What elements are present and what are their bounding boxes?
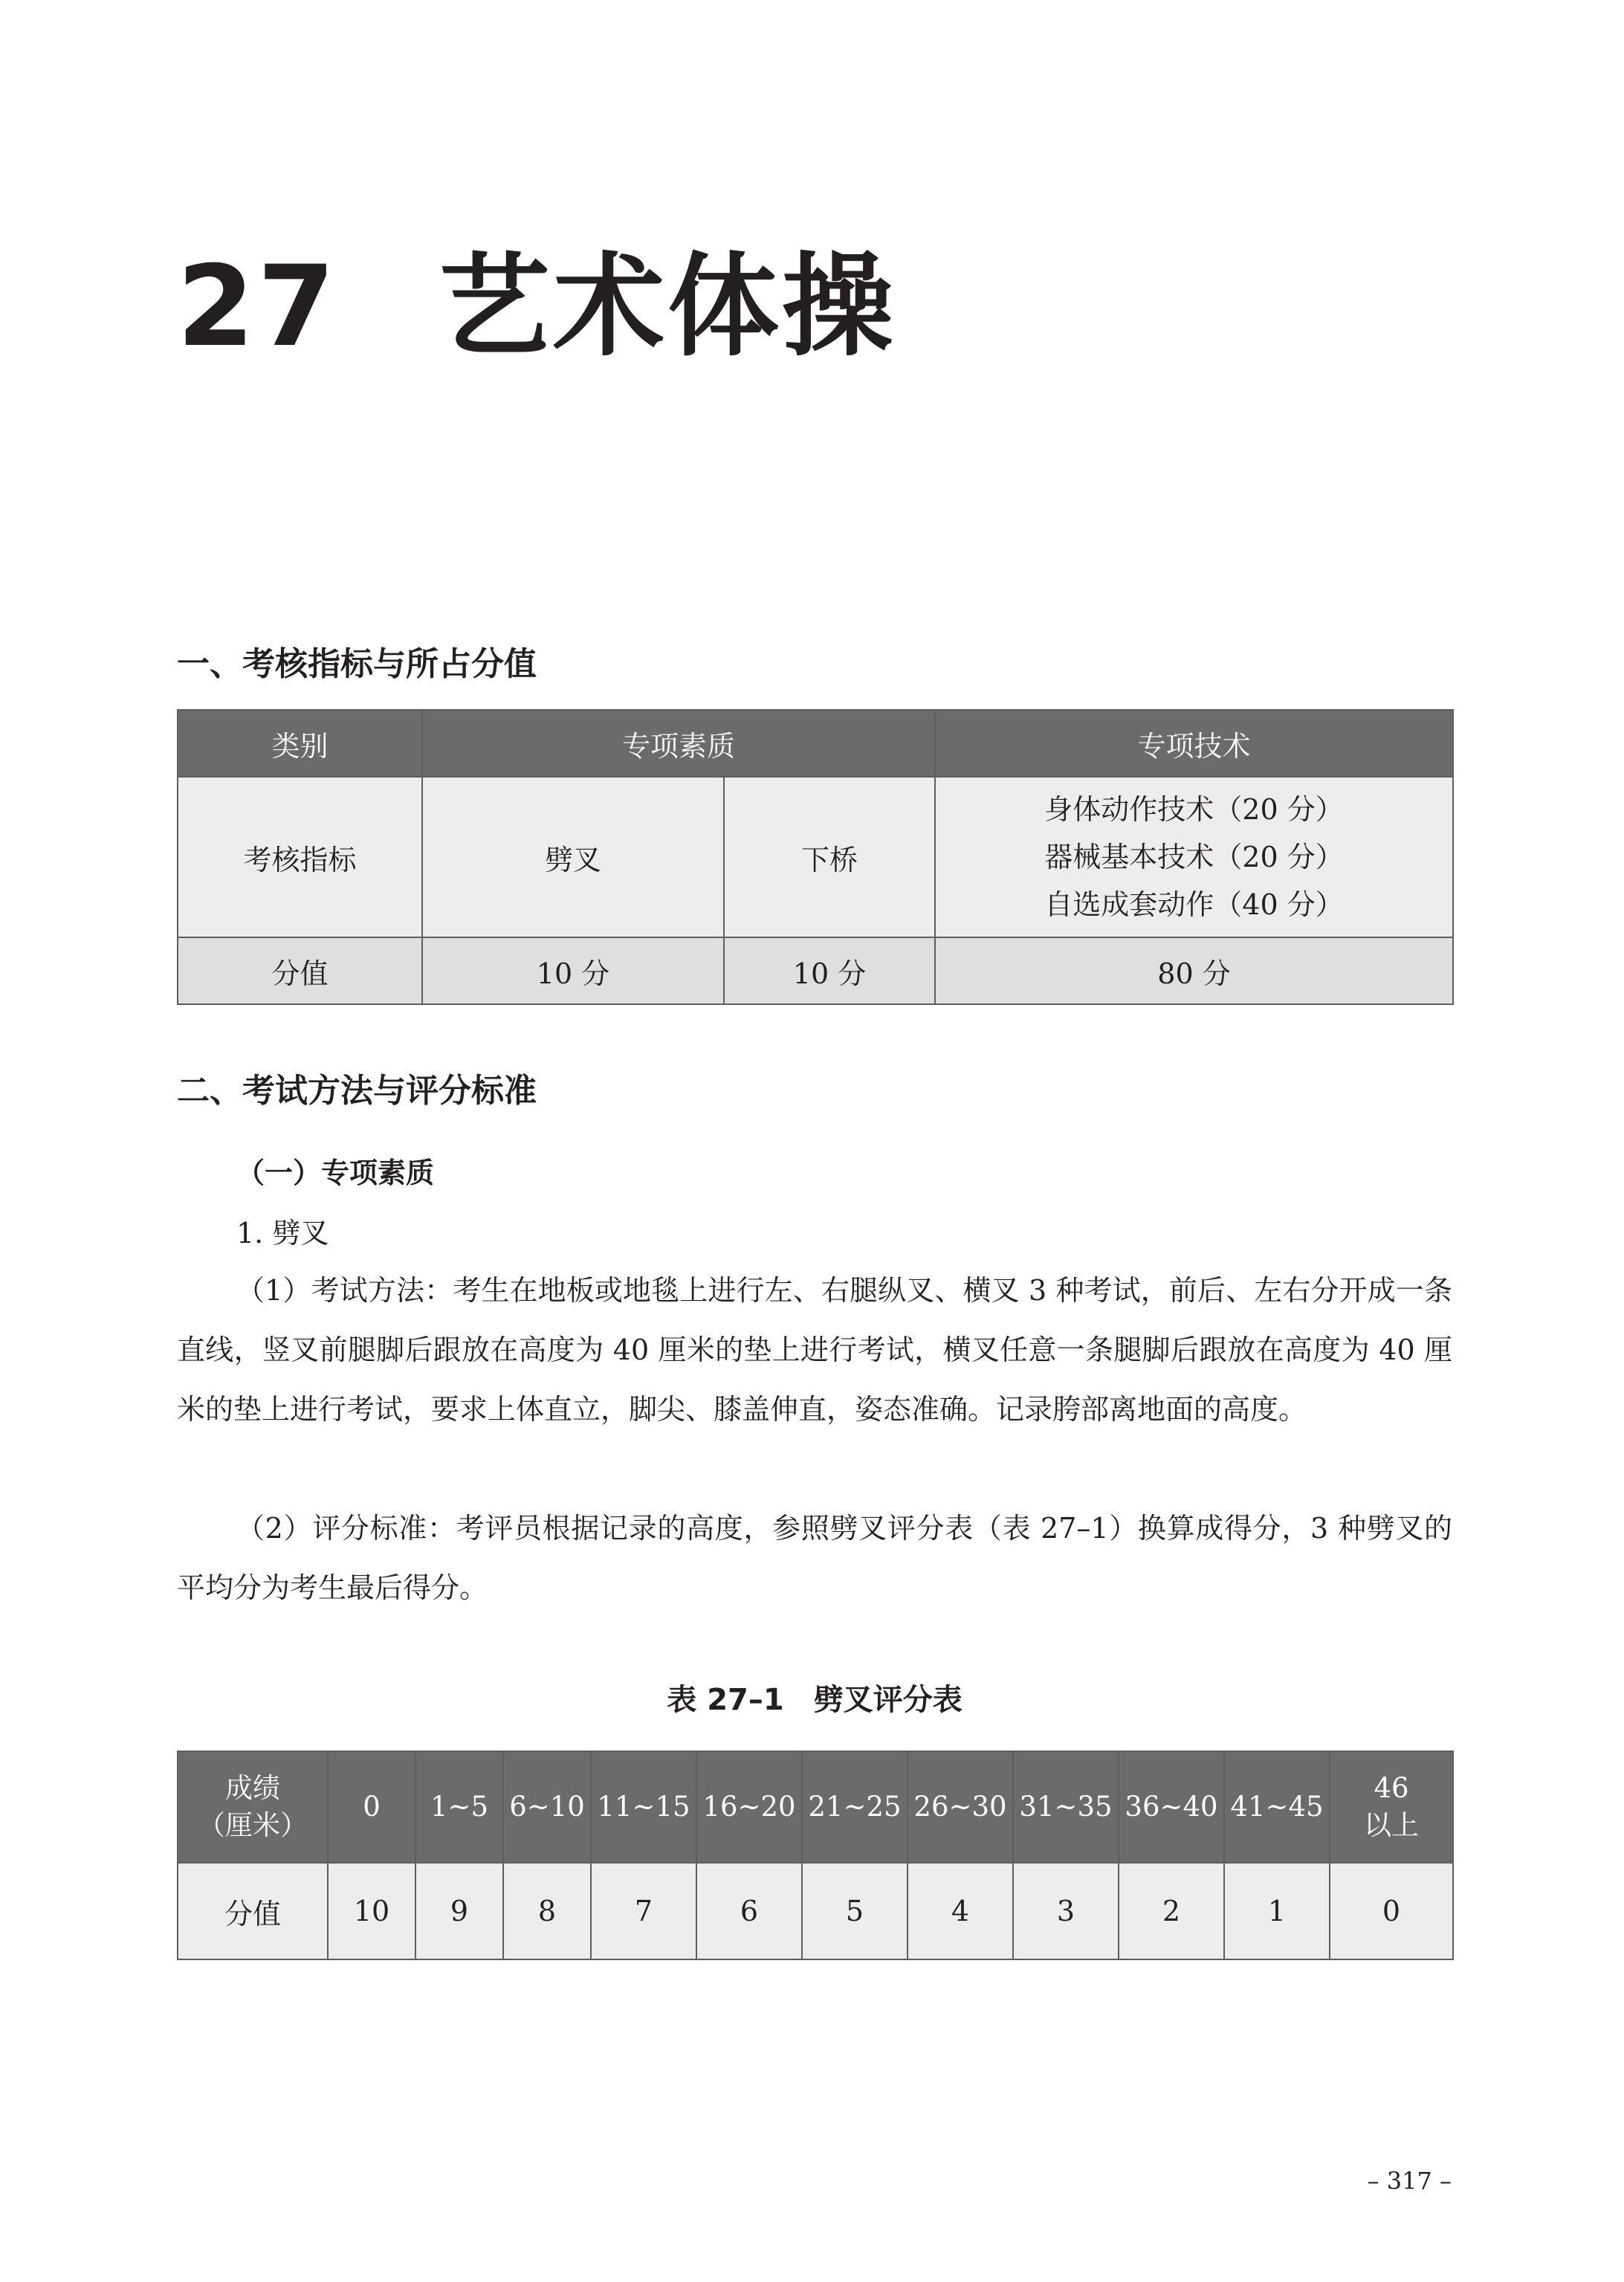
split-score-table [177, 1751, 1454, 1960]
header-category: 类别 [178, 710, 422, 777]
score-cell: 8 [503, 1863, 591, 1959]
score-cell: 3 [1013, 1863, 1119, 1959]
header-range: 26~30 [908, 1751, 1013, 1863]
cell-technique-score: 80 分 [935, 937, 1453, 1004]
score-cell: 1 [1224, 1863, 1330, 1959]
cell-split: 劈叉 [422, 777, 724, 937]
page-number: – 317 – [1367, 2167, 1452, 2195]
section-heading-indicators: 一、考核指标与所占分值 [177, 645, 537, 683]
header-range: 0 [328, 1751, 415, 1863]
table-row [178, 1863, 1453, 1959]
header-result-cm [178, 1751, 328, 1863]
header-special-technique: 专项技术 [935, 710, 1453, 777]
chapter-title [177, 242, 897, 372]
score-cell: 5 [802, 1863, 908, 1959]
chapter-name: 艺术体操 [439, 242, 897, 372]
header-range-last [1330, 1751, 1453, 1863]
header-range: 36~40 [1119, 1751, 1224, 1863]
cell-bridge: 下桥 [724, 777, 935, 937]
score-cell: 9 [415, 1863, 503, 1959]
paragraph-scoring-standard: （2）评分标准：考评员根据记录的高度，参照劈叉评分表（表 27–1）换算成得分，3 种劈叉的平均分为考生最后得分。 [177, 1512, 1452, 1604]
row-label-score: 分值 [178, 937, 422, 1004]
header-range: 31~35 [1013, 1751, 1119, 1863]
header-range: 11~15 [591, 1751, 696, 1863]
table-header-row [178, 710, 1453, 777]
row-label-score: 分值 [178, 1863, 328, 1959]
cell-split-score: 10 分 [422, 937, 724, 1004]
row-label-indicator: 考核指标 [178, 777, 422, 937]
section-heading-methods: 二、考试方法与评分标准 [177, 1072, 537, 1110]
header-range: 16~20 [696, 1751, 802, 1863]
header-range: 6~10 [503, 1751, 591, 1863]
header-range: 41~45 [1224, 1751, 1330, 1863]
score-cell: 10 [328, 1863, 415, 1959]
header-range: 1~5 [415, 1751, 503, 1863]
item-heading-split: 1. 劈叉 [236, 1217, 329, 1250]
table-row [178, 937, 1453, 1004]
table-header-row [178, 1751, 1453, 1863]
header-special-quality: 专项素质 [422, 710, 935, 777]
tech-line: 器械基本技术（20 分） [1044, 841, 1344, 873]
header-line: 以上 [1364, 1809, 1419, 1841]
subsection-heading: （一）专项素质 [236, 1157, 435, 1189]
cell-bridge-score: 10 分 [724, 937, 935, 1004]
score-cell: 6 [696, 1863, 802, 1959]
header-line: 成绩 [225, 1772, 280, 1804]
indicator-score-table [177, 709, 1454, 1005]
score-cell: 0 [1330, 1863, 1453, 1959]
score-cell: 7 [591, 1863, 696, 1959]
cell-technique-items [935, 777, 1453, 937]
paragraph-test-method: （1）考试方法：考生在地板或地毯上进行左、右腿纵叉、横叉 3 种考试，前后、左右分开成一条直线，竖叉前腿脚后跟放在高度为 40 厘米的垫上进行考试，横叉任意一条腿脚后跟放在高度为 40 厘米的垫上进行考试，要求上体直立，脚尖、膝盖伸直，姿态准确。记录胯部离地面的高度。 [177, 1274, 1452, 1426]
table-caption: 表 27–1 劈叉评分表 [667, 1683, 963, 1717]
score-cell: 2 [1119, 1863, 1224, 1959]
header-line: 46 [1374, 1772, 1409, 1804]
table-row [178, 777, 1453, 937]
header-line: （厘米） [198, 1809, 308, 1841]
header-range: 21~25 [802, 1751, 908, 1863]
chapter-number: 27 [177, 242, 338, 372]
score-cell: 4 [908, 1863, 1013, 1959]
tech-line: 自选成套动作（40 分） [1044, 888, 1344, 921]
tech-line: 身体动作技术（20 分） [1044, 793, 1344, 826]
